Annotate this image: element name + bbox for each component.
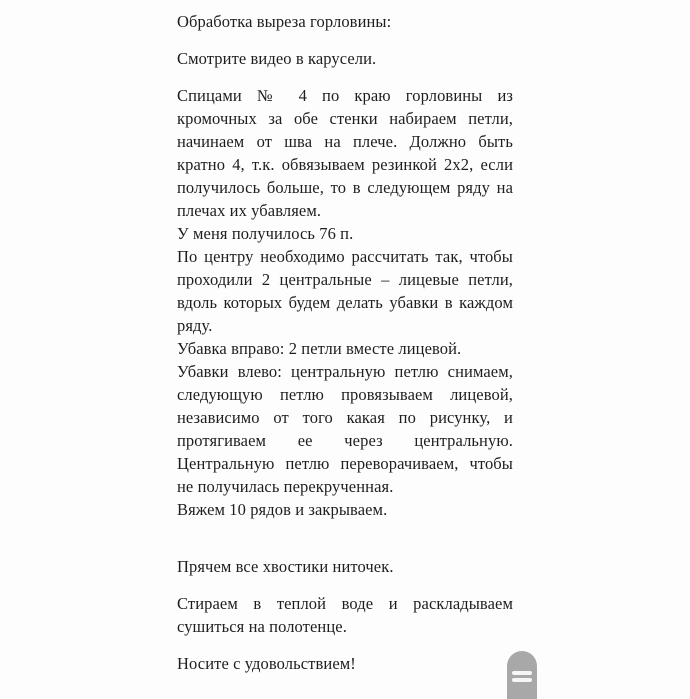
- text-line: ряду.: [177, 316, 213, 335]
- text-line: Спицами № 4 по краю горловины из: [177, 86, 513, 105]
- text-line: начинаем от шва на плече. Должно быть: [177, 132, 513, 151]
- para-washing: [177, 592, 513, 638]
- para-stitch-count: [177, 222, 513, 245]
- para-rows-bindoff: [177, 498, 513, 521]
- hamburger-bar: [512, 671, 532, 675]
- hamburger-lines-icon: [512, 671, 532, 682]
- heading-neckline: [177, 10, 513, 33]
- para-left-decrease: [177, 360, 513, 498]
- text-line: Центральную петлю переворачиваем, чтобы: [177, 454, 513, 473]
- text-line: следующую петлю провязываем лицевой,: [177, 385, 513, 404]
- para-right-decrease: [177, 337, 513, 360]
- text-line: Носите с удовольствием!: [177, 654, 356, 673]
- text-line: Вяжем 10 рядов и закрываем.: [177, 500, 388, 519]
- para-pickup-stitches: [177, 84, 513, 222]
- text-line: кратно 4, т.к. обвязываем резинкой 2х2, если: [177, 155, 513, 174]
- text-line: проходили 2 центральные – лицевые петли,: [177, 270, 513, 289]
- floating-menu-button[interactable]: [507, 651, 537, 699]
- text-line: вдоль которых будем делать убавки в каждом: [177, 293, 513, 312]
- text-line: не получилась перекрученная.: [177, 477, 394, 496]
- text-line: независимо от того какая по рисунку, и: [177, 408, 513, 427]
- text-line: протягиваем ее через центральную.: [177, 431, 513, 450]
- text-line: У меня получилось 76 п.: [177, 224, 354, 243]
- document-body: [177, 10, 513, 675]
- para-enjoy: [177, 652, 513, 675]
- text-line: Смотрите видео в карусели.: [177, 49, 377, 68]
- text-line: Убавка вправо: 2 петли вместе лицевой.: [177, 339, 462, 358]
- text-line: кромочных за обе стенки набираем петли,: [177, 109, 513, 128]
- text-line: сушиться на полотенце.: [177, 617, 347, 636]
- text-line: Убавки влево: центральную петлю снимаем,: [177, 362, 513, 381]
- hamburger-bar: [512, 678, 532, 682]
- para-weave-in-ends: [177, 555, 513, 578]
- text-line: Стираем в теплой воде и раскладываем: [177, 594, 513, 613]
- text-line: Обработка выреза горловины:: [177, 12, 392, 31]
- para-center-calculation: [177, 245, 513, 337]
- text-line: По центру необходимо рассчитать так, чтобы: [177, 247, 513, 266]
- text-line: плечах их убавляем.: [177, 201, 322, 220]
- text-line: Прячем все хвостики ниточек.: [177, 557, 394, 576]
- para-watch-video: [177, 47, 513, 70]
- text-line: получилось больше, то в следующем ряду на: [177, 178, 513, 197]
